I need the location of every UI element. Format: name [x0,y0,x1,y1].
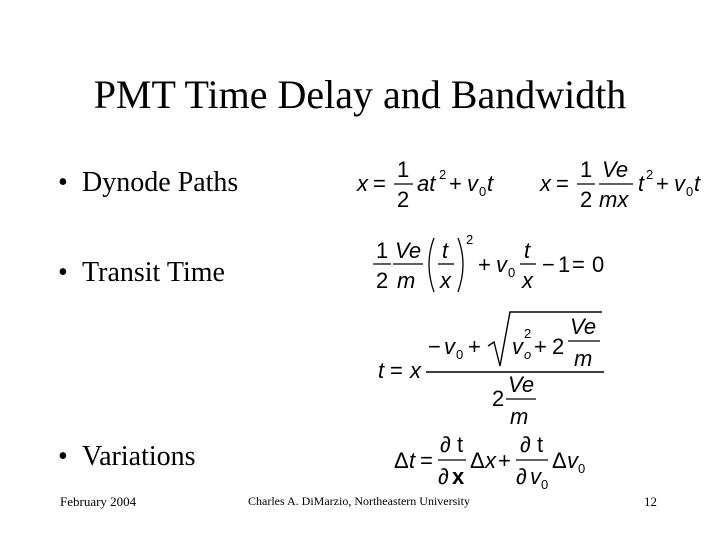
bullet-label: Transit Time [82,257,225,288]
svg-text:Ve: Ve [602,157,629,182]
svg-text:v: v [496,252,507,277]
svg-text:=: = [373,171,386,196]
svg-text:+: + [449,171,462,196]
svg-text:=: = [420,448,433,473]
footer-page-number: 12 [644,494,657,509]
svg-text:0: 0 [541,477,549,492]
slide-title: PMT Time Delay and Bandwidth [93,72,627,117]
svg-text:+: + [498,448,511,473]
equation-transit-time [370,232,610,302]
svg-text:1: 1 [376,238,389,263]
svg-text:t: t [487,171,494,196]
svg-text:0: 0 [686,184,694,199]
svg-text:1: 1 [580,157,593,182]
svg-text:0: 0 [508,265,516,280]
svg-text:0: 0 [479,184,487,199]
svg-text:∂ t: ∂ t [440,432,464,457]
svg-text:t: t [378,358,385,383]
svg-text:2: 2 [552,334,565,359]
equation-variation [392,430,592,494]
bullet-dot: • [58,257,68,288]
bullet-label: Dynode Paths [82,167,239,198]
svg-text:+: + [534,334,547,359]
svg-text:x: x [410,358,421,383]
svg-text:0: 0 [456,347,464,362]
svg-text:2: 2 [439,167,447,182]
bullet-variations [58,440,196,474]
svg-text:t: t [524,238,531,263]
svg-text:v: v [444,334,455,359]
bullet-dynode-paths [58,166,238,200]
svg-text:Ve: Ve [508,372,535,397]
svg-text:at: at [417,171,436,196]
svg-text:x: x [440,268,451,293]
svg-text:Δ: Δ [552,448,567,473]
svg-text:t: t [442,238,449,263]
svg-text:2: 2 [376,268,389,293]
svg-text:=: = [390,358,403,383]
svg-text:0: 0 [592,252,605,277]
svg-text:−: − [542,252,555,277]
svg-text:2: 2 [524,326,532,341]
svg-text:=: = [556,171,569,196]
bullet-dot: • [58,441,68,472]
svg-text:x: x [357,171,368,196]
equation-dynode-path-field [538,155,713,217]
svg-text:t: t [638,171,645,196]
svg-text:t: t [694,171,701,196]
svg-text:+: + [468,334,481,359]
svg-text:=: = [572,252,585,277]
equation-dynode-path-uniform [355,155,505,217]
svg-text:x: x [522,268,533,293]
svg-text:+: + [478,252,491,277]
svg-text:Δ: Δ [394,448,409,473]
bullet-transit-time [58,256,225,290]
svg-text:0: 0 [578,461,586,476]
svg-text:∂: ∂ [516,464,527,489]
svg-text:2: 2 [580,187,593,212]
svg-text:2: 2 [397,187,410,212]
svg-text:m: m [510,404,529,429]
svg-text:m: m [574,346,593,371]
svg-text:v: v [530,464,541,489]
svg-text:2: 2 [646,167,654,182]
svg-text:∂: ∂ [438,464,449,489]
svg-text:o: o [524,347,532,362]
footer-date: February 2004 [60,494,137,509]
svg-text:+: + [656,171,669,196]
svg-text:∂ t: ∂ t [520,432,544,457]
svg-text:1: 1 [397,157,410,182]
svg-text:x: x [485,448,496,473]
svg-text:v: v [567,448,578,473]
svg-text:m: m [397,268,416,293]
svg-text:1: 1 [558,252,571,277]
bullet-label: Variations [82,441,196,472]
svg-text:Ve: Ve [395,238,422,263]
svg-text:v: v [467,171,478,196]
svg-text:v: v [512,334,523,359]
equation-transit-time-solution [376,308,611,432]
svg-text:t: t [409,448,416,473]
svg-text:−: − [428,334,441,359]
svg-text:mx: mx [599,187,629,212]
svg-text:Δ: Δ [470,448,485,473]
svg-text:x: x [452,464,465,489]
svg-text:2: 2 [466,232,474,247]
svg-text:v: v [674,171,685,196]
bullet-dot: • [58,167,68,198]
svg-text:Ve: Ve [570,314,597,339]
svg-text:x: x [540,171,551,196]
svg-text:2: 2 [492,386,505,411]
footer-author: Charles A. DiMarzio, Northeastern University [248,494,470,508]
